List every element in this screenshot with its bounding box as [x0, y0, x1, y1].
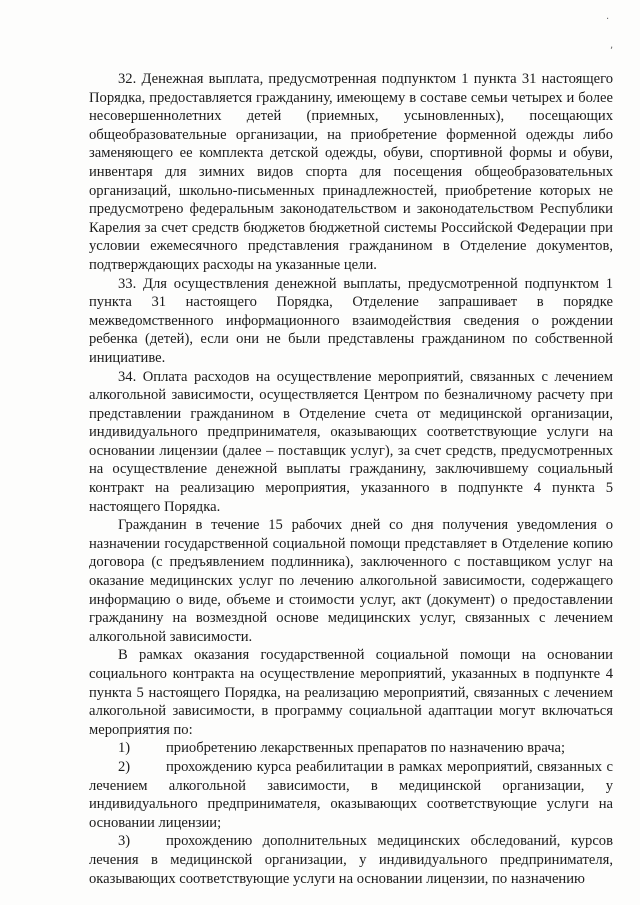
- list-item-number: 1): [118, 740, 131, 757]
- paragraph-34-citizen-documents: Гражданин в течение 15 рабочих дней со дня получения уведомления о назначении государственной социальной помощи представляет в Отделение копию договора (с предъявлением подлинника), заключенного с поставщиком услуг на оказание медицинских услуг по лечению алкогольной зависимости, содержащего информацию о виде, объеме и стоимости услуг, акт (документ) о предоставлении гражданину на возмездной основе медицинских услуг, связанных с лечением алкогольной зависимости.: [89, 517, 613, 645]
- paragraph-34-adaptation-program: В рамках оказания государственной социальной помощи на основании социального контракта на осуществление мероприятий, указанных в подпункте 4 пункта 5 настоящего Порядка, на реализацию мероприятий, связанных с лечением алкогольной зависимости, в программу социальной адаптации могут включаться мероприятия по:: [89, 647, 613, 738]
- list-item: [89, 739, 613, 758]
- paragraph-33: 33. Для осуществления денежной выплаты, предусмотренной подпунктом 1 пункта 31 настоящего Порядка, Отделение запрашивает в порядке межведомственного информационного взаимодействия сведения о рождении ребенка (детей), если они не были представлены гражданином по собственной инициативе.: [89, 275, 613, 366]
- list-item-number: 3): [118, 833, 131, 850]
- paragraph-32: 32. Денежная выплата, предусмотренная подпунктом 1 пункта 31 настоящего Порядка, предоставляется гражданину, имеющему в составе семьи четырех и более несовершеннолетних детей (приемных, усыновленных), посещающих общеобразовательные организации, на приобретение форменной одежды либо заменяющего ее комплекта детской одежды, обуви, спортивной формы и обуви, инвентаря для зимних видов спорта для посещения общеобразовательных организаций, школьно-письменных принадлежностей, приобретение которых не предусмотрено федеральным законодательством и законодательством Республики Карелия за счет средств бюджетов бюджетной системы Российской Федерации при условии ежемесячного представления гражданином в Отделение документов, подтверждающих расходы на указанные цели.: [89, 71, 613, 273]
- list-item-text: приобретению лекарственных препаратов по назначению врача;: [166, 740, 566, 757]
- list-item: [89, 832, 613, 888]
- paragraph-34: 34. Оплата расходов на осуществление мероприятий, связанных с лечением алкогольной зависимости, осуществляется Центром по безналичному расчету при представлении гражданином в Отделение счета от медицинской организации, индивидуального предпринимателя, оказывающих соответствующие услуги на основании лицензии (далее – поставщик услуг), за счет средств, предусмотренных на осуществление денежной выплаты гражданину, заключившему социальный контракт на реализацию мероприятия, указанного в подпункте 4 пункта 5 настоящего Порядка.: [89, 368, 613, 515]
- scan-artifact-mark: ,: [610, 40, 614, 51]
- document-page: [89, 70, 613, 888]
- list-item: [89, 758, 613, 832]
- list-item-number: 2): [118, 758, 131, 775]
- scan-artifact-mark: ·: [606, 14, 610, 25]
- list-item-text: прохождению курса реабилитации в рамках мероприятий, связанных с лечением алкогольной зависимости, в медицинской организации, у индивидуального предпринимателя, оказывающих соответствующие услуги на основании лицензии;: [89, 758, 613, 831]
- list-item-text: прохождению дополнительных медицинских обследований, курсов лечения в медицинской организации, у индивидуального предпринимателя, оказывающих соответствующие услуги на основании лицензии, по назначению: [89, 833, 613, 887]
